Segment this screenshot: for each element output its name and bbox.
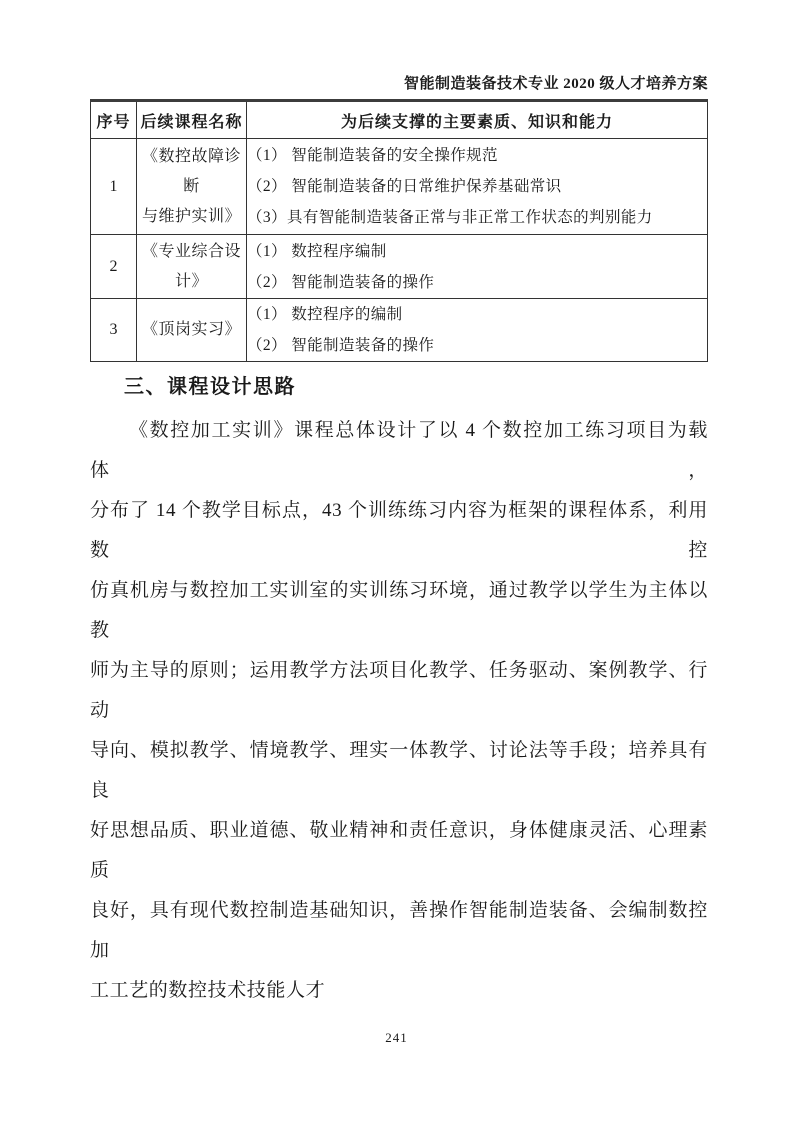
column-header-course-name: 后续课程名称 xyxy=(137,101,247,139)
page-content xyxy=(90,0,708,1011)
quality-item: （1） 智能制造装备的安全操作规范 xyxy=(247,147,498,164)
row-course-name xyxy=(137,299,247,362)
course-name-line: 《数控故障诊断 xyxy=(141,147,241,195)
course-name-line: 与维护实训》 xyxy=(141,207,241,225)
table-row xyxy=(91,299,708,362)
quality-item: （3）具有智能制造装备正常与非正常工作状态的判别能力 xyxy=(247,209,653,226)
row-course-name xyxy=(137,235,247,299)
row-seq: 3 xyxy=(91,299,137,362)
quality-item: （2） 智能制造装备的日常维护保养基础常识 xyxy=(247,178,562,195)
row-seq: 2 xyxy=(91,235,137,299)
row-qualities xyxy=(247,299,708,362)
document-header-title: 智能制造装备技术专业 2020 级人才培养方案 xyxy=(403,76,708,92)
paragraph-line: 好思想品质、职业道德、敬业精神和责任意识，身体健康灵活、心理素质 xyxy=(90,820,708,881)
prerequisite-course-table xyxy=(90,99,708,362)
page-number: 241 xyxy=(385,1030,408,1045)
course-name-line: 《顶岗实习》 xyxy=(141,321,241,338)
quality-item: （2） 智能制造装备的操作 xyxy=(247,273,435,291)
quality-item: （1） 数控程序编制 xyxy=(247,242,387,260)
row-qualities xyxy=(247,235,708,299)
table-header-row xyxy=(91,101,708,139)
paragraph-line: 分布了 14 个教学目标点，43 个训练练习内容为框架的课程体系，利用数控 xyxy=(90,500,708,561)
table-row xyxy=(91,235,708,299)
paragraph-line: 工工艺的数控技术技能人才 xyxy=(90,980,326,1001)
row-qualities xyxy=(247,139,708,235)
paragraph-line: 导向、模拟教学、情境教学、理实一体教学、讨论法等手段；培养具有良 xyxy=(90,740,708,801)
section-heading: 三、课程设计思路 xyxy=(124,376,296,398)
paragraph-line: 仿真机房与数控加工实训室的实训练习环境，通过教学以学生为主体以教 xyxy=(90,580,708,641)
row-seq: 1 xyxy=(91,139,137,235)
row-course-name xyxy=(137,139,247,235)
paragraph-line: 师为主导的原则；运用教学方法项目化教学、任务驱动、案例教学、行动 xyxy=(90,660,708,721)
quality-item: （2） 智能制造装备的操作 xyxy=(247,337,435,354)
paragraph-line: 《数控加工实训》课程总体设计了以 4 个数控加工练习项目为载体， xyxy=(90,420,708,481)
course-name-line: 《专业综合设计》 xyxy=(141,242,241,290)
table-row xyxy=(91,139,708,235)
quality-item: （1） 数控程序的编制 xyxy=(247,306,403,323)
paragraph-line: 良好，具有现代数控制造基础知识，善操作智能制造装备、会编制数控加 xyxy=(90,900,708,961)
column-header-qualities: 为后续支撑的主要素质、知识和能力 xyxy=(247,101,708,139)
course-design-paragraph xyxy=(90,411,708,1011)
column-header-seq: 序号 xyxy=(91,101,137,139)
